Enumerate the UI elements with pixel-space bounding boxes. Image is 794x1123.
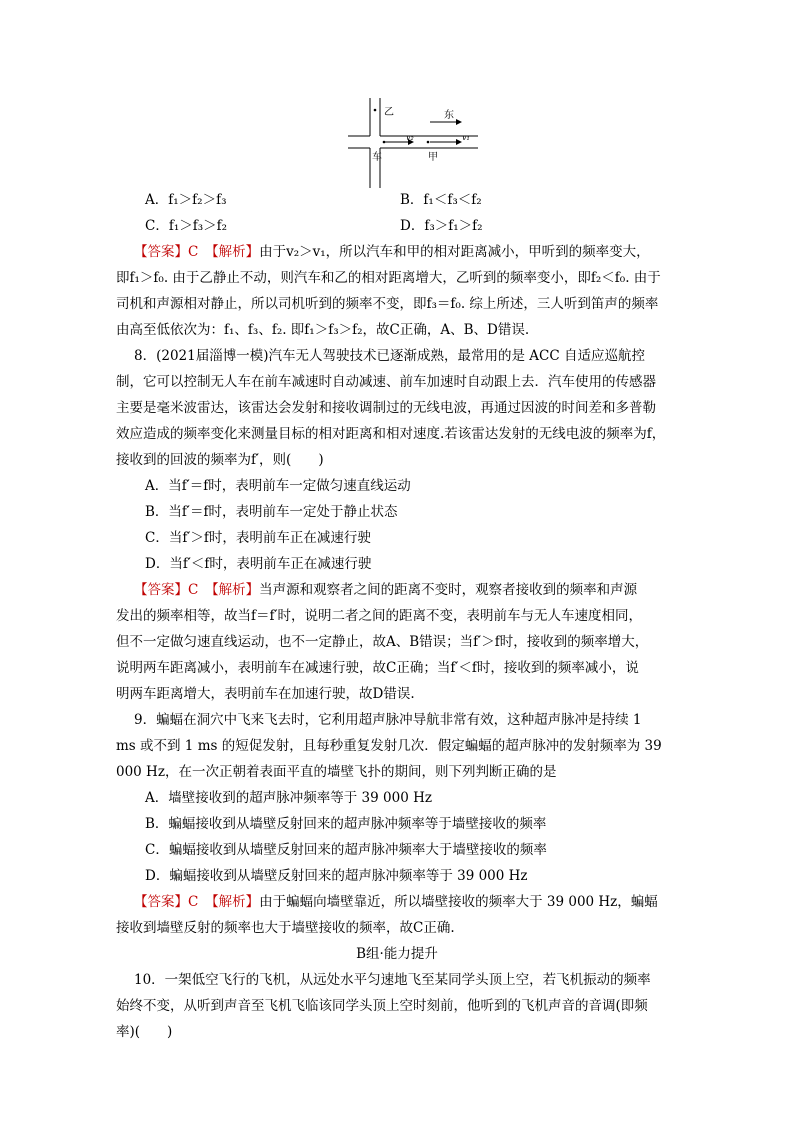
q9-stem-line-1: 9．蝙蝠在洞穴中飞来飞去时，它利用超声脉冲导航非常有效，这种超声脉冲是持续 1 [134,712,642,728]
q9-answer-first-line [134,890,658,914]
q9-option-a: A．墙壁接收到的超声脉冲频率等于 39 000 Hz [145,790,432,806]
q9-answer-line-2: 接收到墙壁反射的频率也大于墙壁接收的频率，故C正确. [116,920,455,936]
q9-answer-tag: 【答案】C 【解析】 [134,894,260,910]
label-v1: v₁ [462,133,470,142]
q8-answer-line-5: 明两车距离增大，表明前车在加速行驶，故D错误. [116,686,415,702]
q9-option-b: B．蝙蝠接收到从墙壁反射回来的超声脉冲频率等于墙壁接收的频率 [145,816,547,832]
q8-answer-first-line [134,578,637,602]
q7-answer-line-4: 由高至低依次为：f₁、f₃、f₂. 即f₁＞f₃＞f₂，故C正确，A、B、D错误. [116,322,530,338]
q8-stem-line-3: 主要是毫米波雷达，该雷达会发射和接收调制过的无线电波，再通过因波的时间差和多普勒 [116,400,656,416]
label-east: 东 [444,110,454,121]
crossroad-diagram [348,98,478,188]
q9-stem-line-2: ms 或不到 1 ms 的短促发射，且每秒重复发射几次．假定蝙蝠的超声脉冲的发射频率为 39 [116,738,662,754]
q7-answer-tag: 【答案】C 【解析】 [134,244,260,260]
q8-option-a: A．当f′＝f时，表明前车一定做匀速直线运动 [145,478,411,494]
q8-stem-line-4: 效应造成的频率变化来测量目标的相对距离和相对速度.若该雷达发射的无线电波的频率为f， [116,426,666,442]
q10-stem-line-2: 始终不变，从听到声音至飞机飞临该同学头顶上空时刻前，他听到的飞机声音的音调(即频 [116,998,648,1014]
q9-option-c: C．蝙蝠接收到从墙壁反射回来的超声脉冲频率大于墙壁接收的频率 [145,842,547,858]
q7-answer-line-3: 司机和声源相对静止，所以司机听到的频率不变，即f₃＝f₀. 综上所述，三人听到笛声的频率 [116,296,659,312]
q7-option-a: A．f₁＞f₂＞f₃ [145,192,227,208]
q8-option-d: D．当f′＜f时，表明前车正在减速行驶 [145,556,372,572]
q8-option-b: B．当f′＝f时，表明前车一定处于静止状态 [145,504,398,520]
q9-option-d: D．蝙蝠接收到从墙壁反射回来的超声脉冲频率等于 39 000 Hz [145,868,528,884]
q8-answer-line-2: 发出的频率相等，故当f＝f′时，说明二者之间的距离不变，表明前车与无人车速度相同， [116,608,643,624]
q7-answer-line-2: 即f₁＞f₀. 由于乙静止不动，则汽车和乙的相对距离增大，乙听到的频率变小，即f₂＜f₀. 由于 [116,270,661,286]
q8-stem-line-1: 8．(2021届淄博一模)汽车无人驾驶技术已逐渐成熟，最常用的是 ACC 自适应巡航控 [134,348,645,364]
q7-answer-line-1: 由于v₂＞v₁，所以汽车和甲的相对距离减小，甲听到的频率变大， [259,244,650,260]
q9-stem-line-3: 000 Hz，在一次正朝着表面平直的墙壁飞扑的期间，则下列判断正确的是 [116,764,557,780]
q7-option-b: B．f₁＜f₃＜f₂ [400,192,482,208]
label-yi: 乙 [384,107,394,118]
q8-option-c: C．当f′＞f时，表明前车正在减速行驶 [145,530,371,546]
q7-answer-first-line [134,240,650,264]
q8-answer-line-1: 当声源和观察者之间的距离不变时，观察者接收到的频率和声源 [259,582,638,598]
q8-answer-line-4: 说明两车距离减小，表明前车在减速行驶，故C正确；当f′＜f时，接收到的频率减小，说 [116,660,639,676]
q8-stem-line-5: 接收到的回波的频率为f′，则( ) [116,452,324,468]
label-car: 车 [372,152,382,163]
q10-stem-line-1: 10．一架低空飞行的飞机，从远处水平匀速地飞至某同学头顶上空，若飞机振动的频率 [134,972,651,988]
q8-stem-line-2: 制，它可以控制无人车在前车减速时自动减速、前车加速时自动跟上去．汽车使用的传感器 [116,374,656,390]
q9-answer-line-1: 由于蝙蝠向墙壁靠近，所以墙壁接收的频率大于 39 000 Hz，蝙蝠 [259,894,658,910]
q7-option-d: D．f₃＞f₁＞f₂ [400,218,483,234]
q7-option-c: C．f₁＞f₃＞f₂ [145,218,228,234]
label-jia: 甲 [428,152,438,163]
label-v2: v₂ [406,133,414,142]
section-b-heading: B组·能力提升 [356,946,438,962]
q8-answer-line-3: 但不一定做匀速直线运动，也不一定静止，故A、B错误；当f′＞f时，接收到的频率增大， [116,634,649,650]
q10-stem-line-3: 率)( ) [116,1024,173,1040]
q8-answer-tag: 【答案】C 【解析】 [134,582,260,598]
